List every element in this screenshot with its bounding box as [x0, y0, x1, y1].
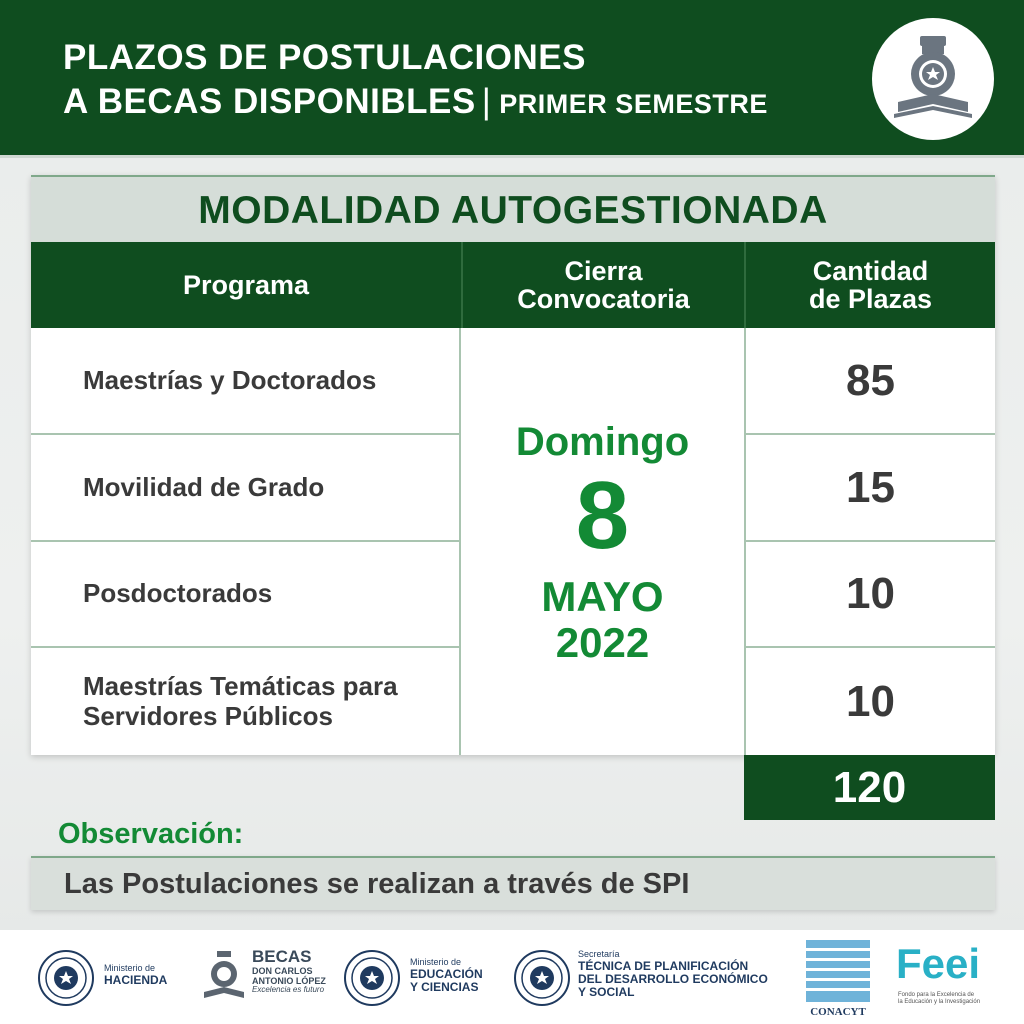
table-row-program	[31, 648, 461, 755]
page-title-main: A BECAS DISPONIBLES	[63, 82, 476, 121]
closing-date	[461, 328, 744, 755]
hacienda-label	[104, 964, 167, 987]
feei-line2: la Educación y la Investigación	[898, 998, 981, 1005]
paraguay-seal-icon	[344, 950, 400, 1006]
plazas-value: 10	[744, 648, 995, 755]
paraguay-seal-icon	[38, 950, 94, 1006]
closing-year: 2022	[555, 619, 650, 666]
modality-title: MODALIDAD AUTOGESTIONADA	[31, 175, 995, 242]
table-row-program	[31, 435, 461, 542]
closing-month: MAYO	[541, 573, 664, 620]
observation-text: Las Postulaciones se realizan a través de SPI	[31, 856, 995, 910]
feei-line1: Fondo para la Excelencia de	[898, 992, 975, 998]
page-title-line1: PLAZOS DE POSTULACIONES	[63, 38, 586, 77]
mec-line2: EDUCACIÓN	[410, 966, 483, 981]
program-name: Maestrías Temáticas para	[83, 670, 398, 701]
program-name: Posdoctorados	[83, 578, 273, 609]
page-subtitle: PRIMER SEMESTRE	[499, 89, 768, 119]
stp-line4: Y SOCIAL	[578, 985, 635, 1000]
conacyt-label: CONACYT	[810, 1006, 866, 1018]
becas-line1: BECAS	[252, 947, 312, 966]
title-separator: |	[481, 82, 492, 121]
hacienda-line1: Ministerio de	[104, 963, 156, 973]
mec-line1: Ministerio de	[410, 957, 462, 967]
observation-label: Observación:	[58, 818, 244, 850]
becas-line2: DON CARLOS	[252, 965, 313, 976]
program-name-line2: Servidores Públicos	[83, 700, 333, 731]
stp-line1: Secretaría	[578, 949, 620, 959]
becas-logo	[872, 18, 994, 140]
mec-label	[410, 958, 483, 994]
paraguay-seal-icon	[514, 950, 570, 1006]
becas-line3: ANTONIO LÓPEZ	[252, 975, 326, 986]
plazas-value: 85	[744, 328, 995, 435]
stp-line3: DEL DESARROLLO ECONÓMICO	[578, 972, 768, 987]
feei-logo: Feei	[896, 940, 981, 987]
sponsor-logos-footer	[0, 930, 1024, 1024]
scholarship-table	[31, 175, 995, 755]
table-row-program	[31, 328, 461, 435]
becas-train-book-icon	[892, 32, 974, 124]
mec-line3: Y CIENCIAS	[410, 980, 479, 995]
page-title-line2	[63, 82, 768, 122]
header-cierra-line2: Convocatoria	[517, 284, 690, 314]
becas-label	[252, 948, 326, 995]
conacyt-logo-icon	[806, 940, 870, 1002]
header-cantidad-line2: de Plazas	[808, 284, 933, 314]
header-cierra-line1: Cierra	[564, 255, 643, 286]
hacienda-line2: HACIENDA	[104, 972, 168, 987]
plazas-total: 120	[744, 755, 995, 820]
program-name: Maestrías y Doctorados	[83, 364, 377, 395]
header-cierra-convocatoria	[461, 242, 744, 328]
header-cantidad-plazas	[744, 242, 995, 328]
closing-day: Domingo	[515, 420, 690, 464]
table-header-row	[31, 242, 995, 328]
plazas-value: 10	[744, 542, 995, 648]
plazas-value: 15	[744, 435, 995, 542]
feei-label	[898, 992, 980, 1005]
header-cantidad-line1: Cantidad	[812, 255, 929, 286]
closing-day-number: 8	[575, 462, 630, 569]
becas-line4: Excelencia es futuro	[252, 985, 325, 995]
stp-label	[578, 950, 768, 999]
program-name: Movilidad de Grado	[83, 471, 325, 502]
header-programa: Programa	[182, 269, 310, 300]
header-banner	[0, 0, 1024, 158]
stp-line2: TÉCNICA DE PLANIFICACIÓN	[578, 958, 749, 973]
table-row-program	[31, 542, 461, 648]
becas-train-book-icon	[202, 950, 246, 1004]
